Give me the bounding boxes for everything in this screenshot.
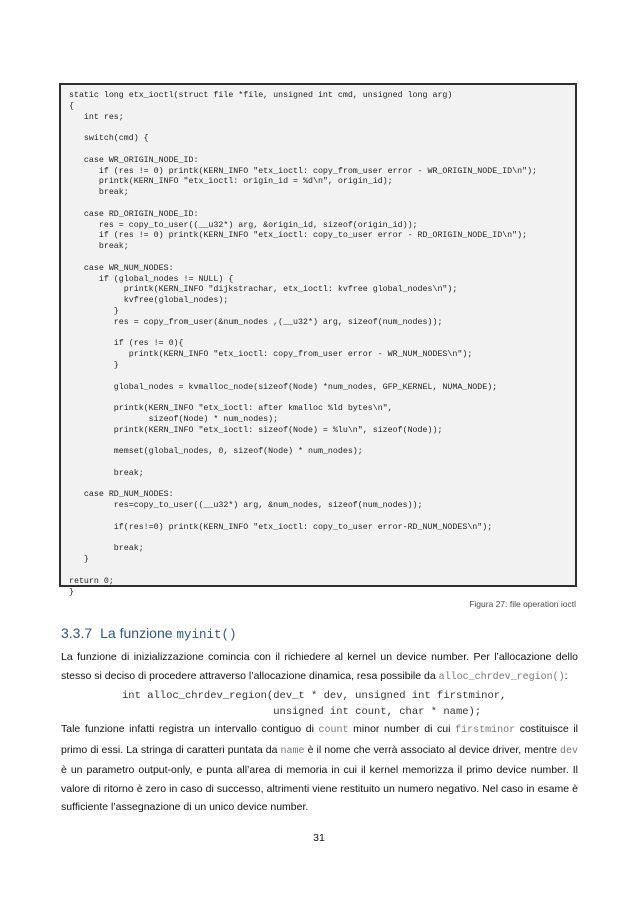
- code-line: sizeof(Node) * num_nodes);: [69, 414, 279, 424]
- code-line: printk(KERN_INFO "dijkstrachar, etx_ioctl: kvfree global_nodes\n");: [69, 285, 458, 295]
- paragraph-text: è un parametro output-only, e punta all’area di memoria in cui il kernel memorizza il primo device number. Il valore di ritorno è zero in caso di successo, altrimenti viene restituito un numero negativo. Nel caso in esame è sufficiente l’assegnazione di un unico device number.: [61, 764, 578, 813]
- code-line: res = copy_to_user((__u32*) arg, &origin_id, sizeof(origin_id));: [69, 220, 418, 230]
- code-line: [69, 253, 575, 264]
- code-line: }: [69, 360, 119, 370]
- paragraph-description: [61, 720, 578, 817]
- prototype-line: int alloc_chrdev_region(dev_t * dev, unsigned int firstminor,: [122, 690, 507, 702]
- section-title: La funzione: [100, 625, 173, 641]
- code-line: [69, 123, 575, 134]
- paragraph-text: :: [564, 669, 568, 682]
- code-line: if(res!=0) printk(KERN_INFO "etx_ioctl: copy_to_user error-RD_NUM_NODES\n");: [69, 522, 493, 532]
- code-line: printk(KERN_INFO "etx_ioctl: sizeof(Node) = %lu\n", sizeof(Node));: [69, 425, 443, 435]
- inline-code: firstminor: [455, 725, 516, 736]
- paragraph-intro: [61, 648, 578, 687]
- prototype-line: unsigned int count, char * name);: [122, 706, 482, 718]
- inline-code: name: [280, 745, 305, 757]
- code-line: res = copy_from_user(&num_nodes ,(__u32*) arg, sizeof(num_nodes));: [69, 317, 443, 327]
- code-line: global_nodes = kvmalloc_node(sizeof(Node) *num_nodes, GFP_KERNEL, NUMA_NODE);: [69, 382, 498, 392]
- code-line: if (global_nodes != NULL) {: [69, 274, 234, 284]
- code-line: [69, 372, 575, 383]
- inline-code: count: [318, 725, 349, 736]
- figure-caption: Figura 27: file operation ioctl: [469, 599, 576, 609]
- code-line: }: [69, 587, 74, 597]
- code-line: {: [69, 101, 74, 111]
- code-line: return 0;: [69, 576, 114, 586]
- code-line: break;: [69, 242, 129, 252]
- code-line: }: [69, 555, 89, 565]
- code-line: break;: [69, 468, 144, 478]
- code-line: if (res != 0){: [69, 339, 184, 349]
- code-line: case RD_ORIGIN_NODE_ID:: [69, 209, 199, 219]
- code-line: memset(global_nodes, 0, sizeof(Node) * num_nodes);: [69, 447, 363, 457]
- code-line: case WR_NUM_NODES:: [69, 263, 174, 273]
- code-line: printk(KERN_INFO "etx_ioctl: after kmalloc %ld bytes\n",: [69, 404, 393, 414]
- code-line: if (res != 0) printk(KERN_INFO "etx_ioctl: copy_from_user error - WR_ORIGIN_NODE_ID\n");: [69, 166, 538, 176]
- code-line: [69, 512, 575, 523]
- code-line: [69, 393, 575, 404]
- code-line: int res;: [69, 112, 124, 122]
- code-line: [69, 199, 575, 210]
- code-line: [69, 145, 575, 156]
- code-line: case RD_NUM_NODES:: [69, 490, 174, 500]
- paragraph-text: costituisce il primo di essi. La stringa di caratteri puntata da: [61, 723, 578, 756]
- code-line: }: [69, 306, 119, 316]
- code-line: printk(KERN_INFO "etx_ioctl: copy_from_user error - WR_NUM_NODES\n");: [69, 350, 473, 360]
- code-line: res=copy_to_user((__u32*) arg, &num_nodes, sizeof(num_nodes));: [69, 501, 423, 511]
- paragraph-text: Tale funzione infatti registra un intervallo contiguo di: [61, 723, 319, 735]
- code-line: kvfree(global_nodes);: [69, 296, 229, 306]
- code-line: [69, 329, 575, 340]
- code-listing: [59, 83, 577, 597]
- paragraph-text: La funzione di inizializzazione comincia con il richiedere al kernel un device number. Per l’allocazione dello stesso si deciso di procedere attraverso l’allocazione dinamica, resa possibile da: [61, 651, 578, 682]
- function-prototype: [122, 688, 506, 720]
- code-line: break;: [69, 544, 144, 554]
- code-line: [69, 480, 575, 491]
- code-line: switch(cmd) {: [69, 134, 149, 144]
- section-heading: [61, 625, 236, 642]
- section-title-code: myinit(): [176, 628, 237, 642]
- code-line: [69, 534, 575, 545]
- code-line: printk(KERN_INFO "etx_ioctl: origin_id = %d\n", origin_id);: [69, 177, 393, 187]
- code-line: static long etx_ioctl(struct file *file, unsigned int cmd, unsigned long arg): [69, 91, 453, 100]
- code-line: [69, 458, 575, 469]
- inline-code: dev: [559, 745, 578, 757]
- paragraph-text: minor number di cui: [348, 723, 456, 735]
- section-number: 3.3.7: [61, 625, 93, 641]
- page-number: 31: [313, 832, 325, 844]
- code-line: case WR_ORIGIN_NODE_ID:: [69, 155, 199, 165]
- code-line: break;: [69, 188, 129, 198]
- inline-code: alloc_chrdev_region(): [438, 671, 565, 683]
- code-line: if (res != 0) printk(KERN_INFO "etx_ioctl: copy_to_user error - RD_ORIGIN_NODE_ID\n");: [69, 231, 528, 241]
- code-line: [69, 437, 575, 448]
- code-line: [69, 566, 575, 577]
- paragraph-text: è il nome che verrà associato al device driver, mentre: [304, 743, 560, 756]
